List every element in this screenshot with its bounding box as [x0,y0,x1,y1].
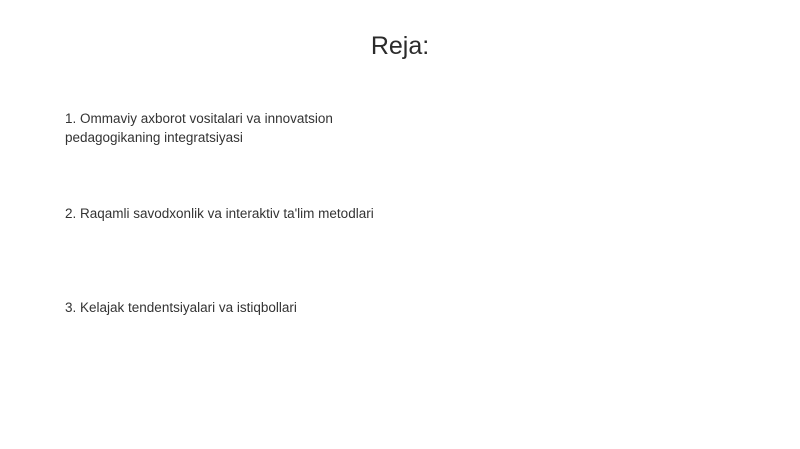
plan-item-1: 1. Ommaviy axborot vositalari va innovatsion pedagogikaning integratsiyasi [65,111,333,145]
slide-title: Reja: [370,32,430,60]
plan-item-3: 3. Kelajak tendentsiyalari va istiqbollari [65,300,297,315]
plan-item-2: 2. Raqamli savodxonlik va interaktiv ta'lim metodlari [65,206,374,221]
